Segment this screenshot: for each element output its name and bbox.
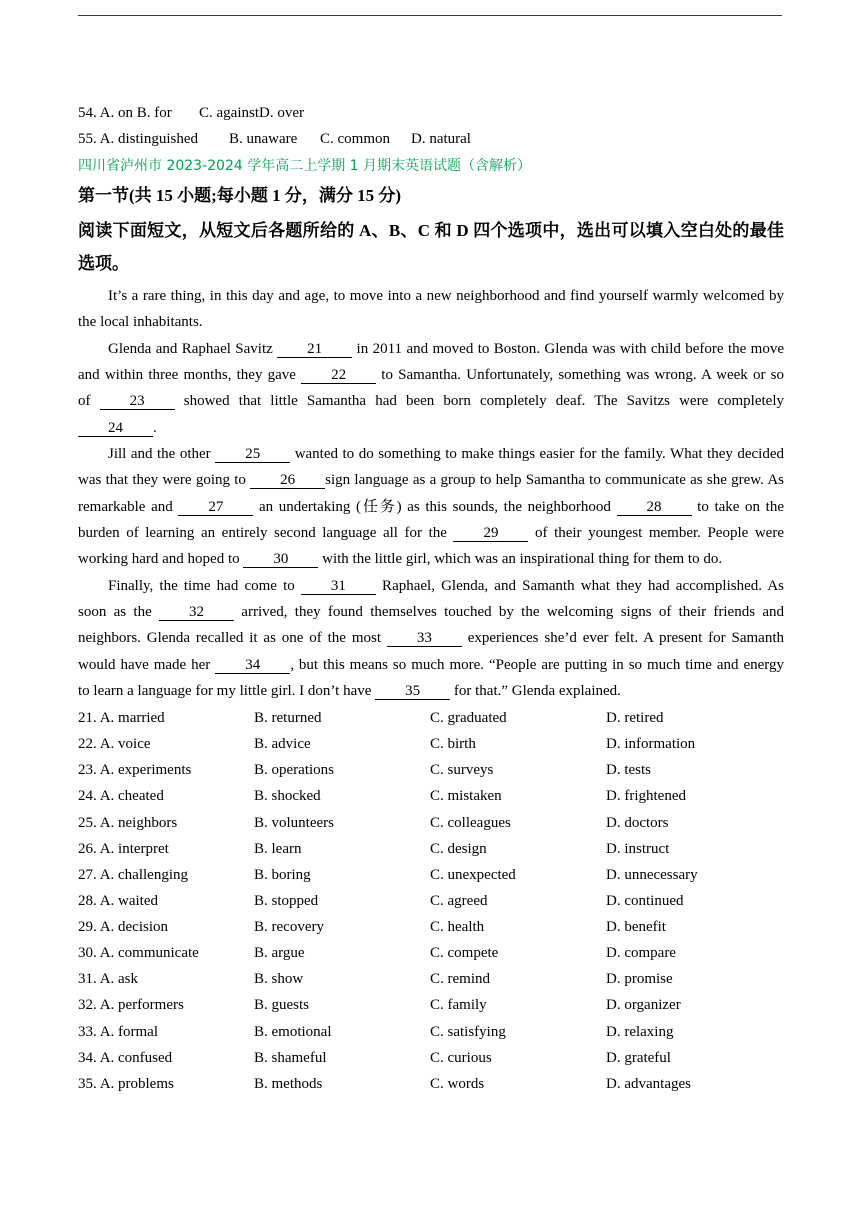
option-b — [254, 810, 430, 836]
exam-source-title: 四川省泸州市 2023-2024 学年高二上学期 1 月期末英语试题（含解析） — [78, 158, 532, 174]
question-row — [78, 783, 784, 809]
option-a — [78, 810, 254, 836]
question-number: 23. — [78, 762, 97, 779]
option-b — [254, 731, 430, 757]
option-text: B. learn — [254, 840, 302, 857]
option-text: C. family — [430, 997, 487, 1014]
option-a — [78, 966, 254, 992]
option-b — [254, 1019, 430, 1045]
option-d — [606, 966, 784, 992]
option-text: C. curious — [430, 1049, 492, 1066]
passage-line — [78, 336, 784, 362]
passage-text: burden of learning an entirely second language all for the — [78, 524, 454, 541]
question-number: 35. — [78, 1075, 97, 1092]
passage-text: neighbors. Glenda recalled it as one of the most — [78, 630, 387, 647]
passage-line — [78, 441, 784, 467]
option-c — [430, 914, 606, 940]
option-text: D. unnecessary — [606, 866, 698, 883]
option-text: D. compare — [606, 945, 676, 962]
option-text: A. experiments — [99, 762, 192, 779]
blank-30: 30 — [243, 551, 318, 568]
passage-text: Jill and the other — [108, 445, 216, 462]
passage-text: showed that little Samantha had been born completely deaf. The Savitzs were completely — [174, 393, 784, 410]
option-d — [606, 862, 784, 888]
passage-text: for that.” Glenda explained. — [450, 682, 621, 699]
option-b — [254, 914, 430, 940]
passage-line — [78, 546, 784, 572]
blank-29: 29 — [453, 525, 528, 542]
passage-text: soon as the — [78, 603, 160, 620]
option-text: A. performers — [99, 997, 184, 1014]
option-text: B. shocked — [254, 788, 321, 805]
option-text: C. words — [430, 1075, 485, 1092]
option-b — [254, 888, 430, 914]
option-a — [78, 1071, 254, 1097]
option-text: A. challenging — [99, 866, 188, 883]
option-b — [254, 836, 430, 862]
passage-line — [78, 362, 784, 388]
option-text: D. instruct — [606, 840, 670, 857]
option-text: C. colleagues — [430, 814, 511, 831]
blank-32: 32 — [159, 604, 234, 621]
passage-text: working hard and hoped to — [78, 551, 244, 568]
option-text: B. argue — [254, 945, 305, 962]
option-d — [606, 1071, 784, 1097]
option-c — [430, 1071, 606, 1097]
option-text: B. stopped — [254, 892, 319, 909]
passage-line — [78, 415, 784, 441]
passage-text: to Samantha. Unfortunately, something was wrong. A week or so — [376, 366, 784, 383]
question-row — [78, 836, 784, 862]
question-row — [78, 731, 784, 757]
option-text: D. advantages — [606, 1075, 691, 1092]
option-text: D. continued — [606, 892, 684, 909]
option-a — [78, 888, 254, 914]
passage-line — [78, 625, 784, 651]
option-a — [78, 914, 254, 940]
option-text: C. birth — [430, 736, 476, 753]
blank-21: 21 — [277, 341, 352, 358]
passage-line — [78, 652, 784, 678]
passage-text: in 2011 and moved to Boston. Glenda was with child before the move — [352, 340, 784, 357]
passage-text: and within three months, they gave — [78, 366, 302, 383]
question-number: 32. — [78, 997, 97, 1014]
option-c — [430, 966, 606, 992]
passage-line — [78, 467, 784, 493]
passage-text: would have made her — [78, 656, 216, 673]
option-text: C. graduated — [430, 710, 507, 726]
question-55-option-b: B. unaware — [229, 131, 298, 147]
option-text: B. show — [254, 971, 304, 988]
question-number: 30. — [78, 945, 97, 962]
option-text: A. confused — [99, 1049, 173, 1066]
passage-text: with the little girl, which was an inspirational thing for them to do. — [318, 551, 723, 568]
option-text: C. unexpected — [430, 866, 516, 883]
option-text: A. waited — [99, 892, 159, 909]
blank-22: 22 — [301, 367, 376, 384]
option-text: A. cheated — [99, 788, 164, 805]
blank-23: 23 — [100, 393, 175, 410]
option-text: B. operations — [254, 762, 334, 779]
question-row — [78, 1045, 784, 1071]
passage-text: It’s a rare thing, in this day and age, to move into a new neighborhood and find yourself warmly welcomed by — [108, 288, 784, 304]
passage-text: Raphael, Glenda, and Samanth what they had accomplished. As — [375, 577, 784, 594]
option-text: C. agreed — [430, 892, 488, 909]
option-text: A. communicate — [99, 945, 199, 962]
blank-34: 34 — [215, 657, 290, 674]
cloze-passage — [78, 283, 784, 704]
option-text: A. married — [99, 710, 165, 726]
option-c — [430, 731, 606, 757]
option-text: B. methods — [254, 1075, 323, 1092]
option-d — [606, 757, 784, 783]
question-number: 24. — [78, 788, 97, 805]
question-55-option-a: 55. A. distinguished — [78, 131, 199, 147]
option-b — [254, 940, 430, 966]
option-d — [606, 940, 784, 966]
question-number: 34. — [78, 1049, 97, 1066]
option-d — [606, 810, 784, 836]
option-text: A. ask — [99, 971, 139, 988]
question-row — [78, 940, 784, 966]
question-row — [78, 862, 784, 888]
option-text: C. health — [430, 919, 485, 935]
option-text: D. tests — [606, 762, 651, 779]
question-row — [78, 757, 784, 783]
option-b — [254, 757, 430, 783]
option-a — [78, 731, 254, 757]
passage-text: to learn a language for my little girl. I don’t have — [78, 682, 376, 699]
option-c — [430, 1019, 606, 1045]
option-a — [78, 992, 254, 1018]
option-a — [78, 836, 254, 862]
blank-26: 26 — [250, 472, 325, 489]
option-c — [430, 705, 606, 731]
question-row — [78, 888, 784, 914]
passage-text: of — [78, 393, 100, 410]
option-text: A. voice — [99, 736, 151, 753]
passage-text: remarkable and — [78, 498, 179, 515]
option-text: B. recovery — [254, 919, 324, 935]
passage-line — [78, 573, 784, 599]
blank-31: 31 — [301, 578, 376, 595]
option-text: B. returned — [254, 710, 322, 726]
question-row — [78, 810, 784, 836]
option-b — [254, 705, 430, 731]
question-number: 26. — [78, 840, 97, 857]
passage-line — [78, 388, 784, 414]
question-row — [78, 705, 784, 731]
passage-line — [78, 520, 784, 546]
question-number: 27. — [78, 866, 97, 883]
option-c — [430, 862, 606, 888]
answer-options — [78, 705, 784, 1097]
question-row — [78, 1071, 784, 1097]
blank-35: 35 — [375, 683, 450, 700]
passage-line — [78, 494, 784, 520]
section-instruction: 阅读下面短文，从短文后各题所给的 A、B、C 和 D 四个选项中，选出可以填入空白处的最佳选项。 — [78, 221, 784, 273]
option-a — [78, 757, 254, 783]
question-row — [78, 914, 784, 940]
option-text: B. volunteers — [254, 814, 334, 831]
question-54-options-a-b: 54. A. on B. for — [78, 105, 172, 121]
question-55 — [0, 126, 860, 152]
blank-24: 24 — [78, 420, 153, 437]
option-text: D. grateful — [606, 1049, 671, 1066]
option-c — [430, 992, 606, 1018]
option-c — [430, 940, 606, 966]
option-text: A. problems — [99, 1075, 174, 1092]
question-row — [78, 992, 784, 1018]
passage-text: to take on the — [691, 498, 784, 515]
question-55-option-c: C. common — [320, 131, 390, 147]
question-54 — [0, 100, 860, 126]
option-text: C. remind — [430, 971, 490, 988]
option-a — [78, 940, 254, 966]
option-b — [254, 992, 430, 1018]
option-d — [606, 705, 784, 731]
question-55-option-d: D. natural — [411, 131, 471, 147]
option-text: B. boring — [254, 866, 311, 883]
option-a — [78, 862, 254, 888]
question-row — [78, 966, 784, 992]
option-text: A. formal — [99, 1023, 159, 1040]
option-text: A. decision — [99, 919, 169, 935]
option-d — [606, 1019, 784, 1045]
option-a — [78, 783, 254, 809]
passage-text: . — [153, 419, 157, 436]
option-b — [254, 1045, 430, 1071]
option-c — [430, 836, 606, 862]
blank-33: 33 — [387, 630, 462, 647]
passage-line — [78, 309, 784, 335]
option-c — [430, 757, 606, 783]
option-text: B. emotional — [254, 1023, 332, 1040]
option-a — [78, 705, 254, 731]
option-d — [606, 992, 784, 1018]
question-row — [78, 1019, 784, 1045]
question-54-options-c-d: C. againstD. over — [199, 105, 304, 121]
passage-text: an undertaking (任务) as this sounds, the neighborhood — [253, 498, 617, 515]
passage-text: Finally, the time had come to — [108, 577, 301, 594]
question-number: 25. — [78, 814, 97, 831]
question-number: 22. — [78, 736, 97, 753]
blank-28: 28 — [617, 499, 692, 516]
option-d — [606, 783, 784, 809]
option-c — [430, 783, 606, 809]
option-text: C. surveys — [430, 762, 494, 779]
option-text: D. organizer — [606, 997, 681, 1014]
section-title: 第一节(共 15 小题;每小题 1 分，满分 15 分) — [78, 186, 401, 205]
passage-text: was that they were going to — [78, 472, 251, 489]
option-d — [606, 888, 784, 914]
option-text: C. compete — [430, 945, 499, 962]
option-c — [430, 888, 606, 914]
option-c — [430, 1045, 606, 1071]
option-text: D. retired — [606, 710, 664, 726]
option-text: D. doctors — [606, 814, 669, 831]
passage-text: of their youngest member. People were — [528, 524, 784, 541]
passage-text: Glenda and Raphael Savitz — [108, 340, 278, 357]
option-b — [254, 966, 430, 992]
passage-line — [78, 283, 784, 309]
option-text: B. guests — [254, 997, 310, 1014]
option-d — [606, 836, 784, 862]
passage-text: arrived, they found themselves touched by the welcoming signs of their friends and — [234, 603, 784, 620]
blank-27: 27 — [178, 499, 253, 516]
question-number: 29. — [78, 919, 97, 935]
passage-text: experiences she’d ever felt. A present for Samanth — [461, 630, 784, 647]
passage-line — [78, 678, 784, 704]
question-number: 21. — [78, 710, 97, 726]
option-text: B. advice — [254, 736, 311, 753]
option-d — [606, 731, 784, 757]
passage-line — [78, 599, 784, 625]
passage-text: the local inhabitants. — [78, 314, 203, 331]
option-a — [78, 1019, 254, 1045]
blank-25: 25 — [215, 446, 290, 463]
option-text: D. relaxing — [606, 1023, 674, 1040]
option-text: D. promise — [606, 971, 673, 988]
option-b — [254, 862, 430, 888]
passage-text: sign language as a group to help Samantha to communicate as she grew. As — [325, 472, 785, 489]
option-c — [430, 810, 606, 836]
option-text: C. satisfying — [430, 1023, 506, 1040]
option-text: A. interpret — [99, 840, 169, 857]
question-number: 31. — [78, 971, 97, 988]
option-text: D. benefit — [606, 919, 666, 935]
option-text: C. design — [430, 840, 487, 857]
option-text: A. neighbors — [99, 814, 178, 831]
top-divider — [78, 15, 782, 16]
option-text: C. mistaken — [430, 788, 502, 805]
question-number: 33. — [78, 1023, 97, 1040]
option-text: B. shameful — [254, 1049, 327, 1066]
passage-text: wanted to do something to make things easier for the family. What they decided — [290, 445, 784, 462]
option-b — [254, 783, 430, 809]
passage-text: , but this means so much more. “People are putting in so much time and energy — [290, 656, 784, 673]
option-a — [78, 1045, 254, 1071]
option-d — [606, 914, 784, 940]
option-text: D. frightened — [606, 788, 686, 805]
option-d — [606, 1045, 784, 1071]
option-text: D. information — [606, 736, 696, 753]
option-b — [254, 1071, 430, 1097]
question-number: 28. — [78, 892, 97, 909]
